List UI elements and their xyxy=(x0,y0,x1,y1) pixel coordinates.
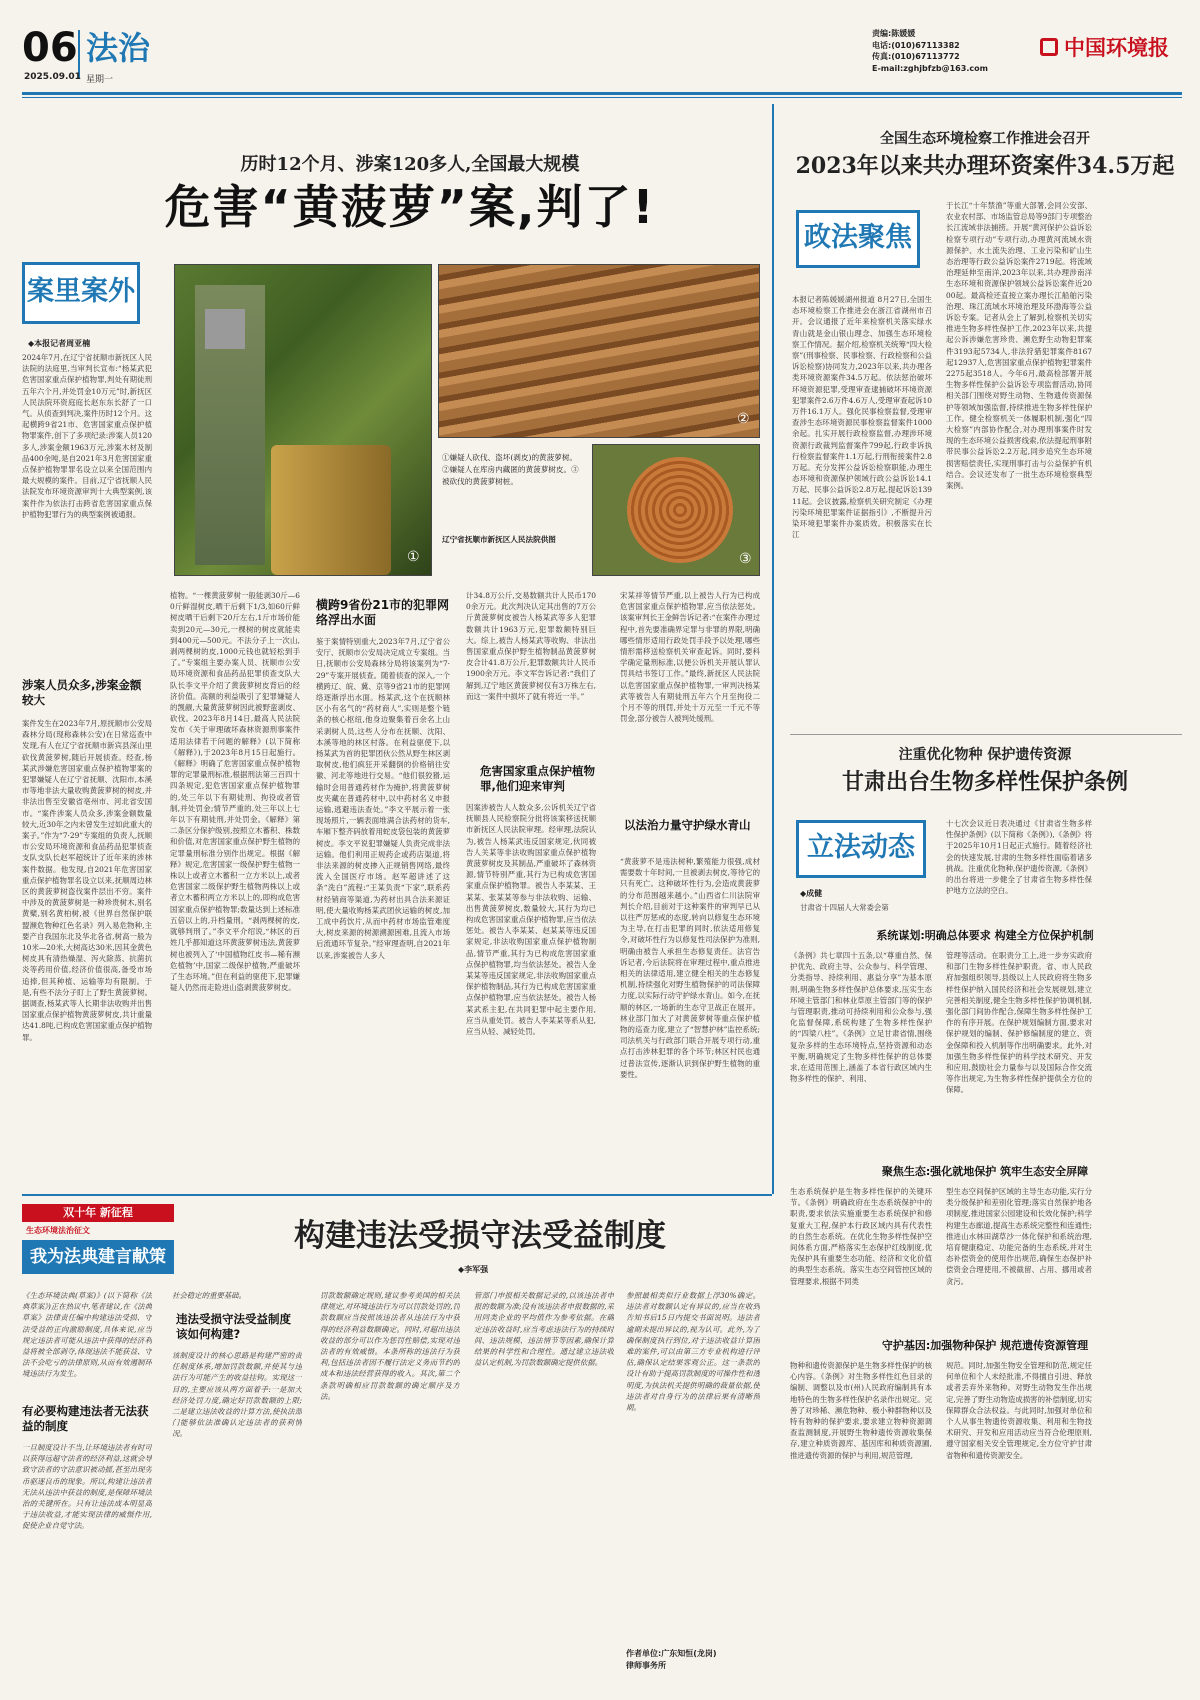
photo-num-1: ① xyxy=(407,549,420,565)
right2-intro: 十七次会议近日表决通过《甘肃省生物多样性保护条例》(以下简称《条例》),《条例》将于2025年10月1日起正式施行。随着经济社会的快速发展,甘肃的生物多样性面临着诸多挑战。注重优化物种,保护遗传资源,《条例》的出台将进一步健全了甘肃省生物多样性保护地方立法的空白。 xyxy=(946,819,1092,896)
right2-body-6: 规范。同时,加强生物安全管理和防范,规定任何单位和个人未经批准,不得擅自引进、释放或者丢弃外来物种。对野生动物发生作出规定,完善了野生动物造成损害的补偿制度,切实保障群众合法权益。与此同时,加强对单位和个人从事生物遗传资源收集、利用和生物技术研究、开发和应用活动应当符合伦理原则,遵守国家相关安全管理规定,全方位守护甘肃省物种和遗传资源安全。 xyxy=(946,1361,1092,1460)
essay-body-2: 一旦制度设计不当,让环境违法者有时可以获得远超守法者的经济利益,这就会导致守法者的守法意识被动摇,甚至出现劣币驱逐良币的现象。所以,构建让违法者无法从违法中获益的制度,是保障环境法治的关键所在。只有让违法成本明显高于违法收益,才能实现法律的威慑作用,促使企业自觉守法。 xyxy=(22,1443,152,1531)
banner-mid: 生态环境法治征文 xyxy=(26,1225,90,1235)
right2-body-2: 管理等活动。在职责分工上,进一步夯实政府和部门生物多样性保护职责。省、市人民政府加强组织领导,县级以上人民政府将生物多样性保护纳入国民经济和社会发展规划,建立完善相关制度,健全生物多样性保护协调机制,强化部门间协作配合,保障生物多样性保护工作的有序开展。在保护规划编制方面,要求对保护规划的编制、保护修编制度的建立、资金保障和投入机制等作出明确要求。此外,对加强生物多样性保护的科学技术研究、开发和应用,鼓励社会力量参与以及国际合作交流等作出规定,为生物多样性保护提供全方位的保障。 xyxy=(946,951,1092,1095)
column-badge-label: 案里案外 xyxy=(27,276,135,307)
right1-kicker: 全国生态环境检察工作推进会召开 xyxy=(880,131,1090,147)
logo-mark-icon xyxy=(1040,38,1058,56)
essay-body-4: 该制度设计的核心思路是构建严密的责任制度体系,增加罚款数额,并使其与违法行为可能产生的收益挂钩。实现这一目的,主要应该从两方面着手:一是加大经济处罚力度,确定好罚款数额的上限;二是建立违法收益的计算方法,使执法部门能够依法准确认定违法者的获利情况。 xyxy=(172,1351,302,1439)
main-body-3: 鉴于案情特别重大,2023年7月,辽宁省公安厅、抚顺市公安局决定成立专案组。当日,抚顺市公安局森林分局将该案列为“7·29”专案开展侦查。随着侦查的深入,一个横跨辽、皖、冀、京等9省21市的犯罪网络逐渐浮出水面。杨某武,这个在抚顺林区小有名气的“药材商人”,实则是整个链条的核心枢纽,他身边聚集着百余名上山采剥树人员,这些人分布在抚顺、沈阳、本溪等地的林区村落。在利益驱使下,以杨某武为首的犯罪团伙公然从野生林区剥取树皮,他们疯狂开采翻倒的价格销往安徽、河北等地进行交易。“他们很狡猾,运输时会用普通药材作为掩护,将黄菠萝树皮夹藏在普通药材中,以中药材名义申报运输,逃避违法查处。”李文平展示着一张现场照片,一辆表面堆满合法药材的货车,车厢下整齐码放着用蛇皮袋包装的黄菠萝树皮。李文平说犯罪嫌疑人负责完成非法运输。他们利用正规药企或药店渠道,将非法来源的树皮掺入正规销售网络,最终流入全国医疗市场。赵军超讲述了这条“洗白”流程:“王某负责“下家”,联系药材经销商等渠道,为药材出具合法来源证明,使大量收购杨某武团伙运输的树皮,加工成中药饮片,从而中药材市场监管难度大,树皮来源的树源溯源困难,且流入市场后流通环节复杂。”经审理查明,自2021年以来,涉案被告人多人 xyxy=(316,637,450,960)
photo-bark-storage xyxy=(438,264,760,438)
essay-body-3: 社会稳定的重要基础。 xyxy=(172,1291,246,1300)
column-badge-politics xyxy=(796,210,920,268)
fax: 传真:(010)67113772 xyxy=(872,52,960,61)
photo-credit: 辽宁省抚顺市新抚区人民法院供图 xyxy=(442,535,556,544)
photo-stump-rings xyxy=(627,457,733,563)
right2-body-5: 物种和遗传资源保护是生物多样性保护的核心内容。《条例》对生物多样性红色目录的编制、调整以及市(州)人民政府编制具有本地特色的生物多样性保护名录作出规定。完善了对珍稀、濒危物种、极小种群物种以及特有物种的保护要求,要求建立物种资源调查监测制度,开展野生物种遗传资源收集保存,建立种质资源库、基因库和种质资源圃,推进遗传资源的保护与利用,规范管理, xyxy=(790,1361,932,1460)
editor-info xyxy=(872,28,1032,74)
essay-author: ◆李军强 xyxy=(458,1265,489,1274)
main-subhead-2: 横跨9省份21市的犯罪网络浮出水面 xyxy=(316,598,450,627)
photo-blur-face xyxy=(205,309,245,349)
column-badge-legislation xyxy=(796,820,926,878)
right2-kicker: 注重优化物种 保护遗传资源 xyxy=(898,747,1072,763)
main-body-1: 案件发生在2023年7月,原抚顺市公安局森林分局(现称森林公安)在日常巡查中发现,有人在辽宁省抚顺市新宾县深山里砍伐黄菠萝树,随后开展侦查。经查,杨某武涉嫌危害国家重点保护植物罪案的犯罪嫌疑人在辽宁省抚顺、沈阳市,本溪市等地非法大量收购黄菠萝树的树皮,并非法出售至安徽省亳州市、河北省安国市。“案件涉案人员众多,涉案金额数量较大,近30年之内未曾发生过如此重大的案子。”作为“7·29”专案组的负责人,抚顺市公安局环境资源和食品药品犯罪侦查支队支队长赵军超统计了近年来的涉林案件数据。他发现,自2021年危害国家重点保护植物罪名设立以来,抚顺周边林区的黄菠萝树盗伐案件层出不穷。案件中涉及的黄菠萝树是一种珍贵树木,别名黄檗,别名黄柏树,被《世界自然保护联盟濒危物种红色名录》列入易危物种,主要产自我国东北及华北各省,树高一般为10米—20米,大树高达30米,因其金黄色树皮具有清热燥湿、泻火除蒸、抗菌抗炎等药用价值,经济价值很高,备受市场追捧,但其种植、运输等均有限制。于是,有些不法分子盯上了野生黄菠萝树。据调查,杨某武等人长期非法收购并出售国家重点保护植物黄菠萝树皮,共计重量达41.8吨,已构成危害国家重点保护植物罪。 xyxy=(22,719,152,1042)
main-body-5: 因案涉被告人人数众多,公诉机关辽宁省抚顺县人民检察院分批将该案移送抚顺市新抚区人民法院审理。经审理,法院认为,被告人杨某武违反国家规定,伙同被告人关某等非法收购国家重点保护植物黄菠萝树皮及其制品,严重破坏了森林资源,情节特别严重,其行为已构成危害国家重点保护植物罪。被告人李某某、王某某、张某某等参与非法收购、运输、出售黄菠萝树皮,数量较大,其行为均已构成危害国家重点保护植物罪,应当依法惩处。被告人李某某、赵某某等违反国家规定,非法收购国家重点保护植物制品,情节严重,其行为已构成危害国家重点保护植物罪,均当依法惩处。被告人金某某等违反国家规定,非法收购国家重点保护植物制品,其行为已构成危害国家重点保护植物罪,应当依法惩处。被告人杨某武系主犯,在共同犯罪中起主要作用,应当从重处罚。被告人李某某等系从犯,应当从轻、减轻处罚。 xyxy=(466,803,596,1037)
main-kicker: 历时12个月、涉案120多人,全国最大规模 xyxy=(240,154,580,175)
right1-body-2: 于长江“十年禁渔”等重大部署,会同公安部、农业农村部、市场监管总局等9部门专项整治长江流域非法捕捞。开展“黄河保护公益诉讼检察专项行动”专项行动,办理黄河流域水资源保护、水土流失治理、工业污染和矿山生态治理等行政公益诉讼案件2719起。将流域治理延伸至南洋,2023年以来,共办理涉南洋生态环境和资源保护领域公益诉讼案件近2000起。最高检还直接立案办理长江船舶污染治理、珠江流域水环境治理及环渤海等公益诉讼专案。记者从会上了解到,检察机关切实推进生物多样性保护工作,2023年以来,共提起公诉涉嫌危害珍贵、濒危野生动物犯罪案件3193起5734人,非法狩猎犯罪案件8167起12937人,危害国家重点保护植物犯罪案件2275起3518人。今年6月,最高检部署开展生物多样性保护公益诉讼专项监督活动,协同相关部门围绕对野生动物、生物遗传资源保护等领域加强监督,持续推进生物多样性保护工作。健全检察机关一体履职机制,强化“四大检察”内部协作配合,对办理刑事案件时发现的生态环境公益损害线索,依法提起刑事附带民事公益诉讼2.2万起,同步追究生态环境损害赔偿责任,实现刑事打击与公益保护有机结合。会议还发布了一批生态环境检察典型案例。 xyxy=(946,201,1092,491)
essay-headline: 构建违法受损守法受益制度 xyxy=(294,1218,666,1254)
column-badge-case xyxy=(22,262,140,324)
section-name: 法治 xyxy=(86,29,151,67)
main-subhead-3: 危害国家重点保护植物罪,他们迎来审判 xyxy=(480,764,595,793)
right2-author: ◆成健 xyxy=(800,889,823,898)
banner-top xyxy=(22,1204,174,1222)
essay-signature xyxy=(626,1648,766,1672)
header-rule-thin xyxy=(22,97,1182,98)
photo-trunk xyxy=(271,445,391,575)
essay-body-6: 管部门申报相关数据记录的,以该违法者申报的数额为准;没有该违法者申报数据的,采用同类企业的平均值作为参考依据。在确定违法收益时,应当考虑违法行为的持续时间、违法规模、违法情节等因素,确保计算结果的科学性和合理性。通过建立违法收益认定机制,为罚款数额确定提供依据。 xyxy=(474,1291,614,1368)
right2-subhead-1: 系统谋划:明确总体要求 构建全方位保护机制 xyxy=(876,929,1094,942)
bottom-rule xyxy=(22,1194,772,1196)
photo-tree-stump xyxy=(592,444,760,576)
photo-stripped-tree xyxy=(174,264,432,576)
main-body-2: 植物。“一棵黄菠萝树一般能剥30斤—60斤鲜湿树皮,晒干后剩下1/3,如60斤鲜树皮晒干后剩下20斤左右,1斤市场价能卖到20元—30元,一棵树的树皮就能卖到400元—500元。不法分子上一次山,剥两棵树的皮,1000元钱也就轻松到手了。”专案组主要办案人员、抚顺市公安局环境资源和食品药品犯罪侦查支队大队长李文平介绍了黄菠萝树皮背后的经济价值。高额的利益吸引了犯罪嫌疑人的觊觎,大量黄菠萝树因此被野蛮剥皮、砍伐。2023年8月14日,最高人民法院发布《关于审理破坏森林资源刑事案件适用法律若干问题的解释》(以下简称《解释》),于2023年8月15日起施行。《解释》明确了危害国家重点保护植物罪的定罪量刑标准,根据刑法第三百四十四条规定,犯危害国家重点保护植物罪的,处三年以下有期徒刑、拘役或者管制,并处罚金;情节严重的,处三年以上七年以下有期徒刑,并处罚金。《解释》第二条区分保护级别,按照立木蓄积、株数和价值,对危害国家重点保护野生植物的定罪量刑标准分别作出规定。根据《解释》规定,危害国家一级保护野生植物一株以上或者立木蓄积一立方米以上,或者危害国家二级保护野生植物两株以上或者立木蓄积两立方米以上的,即构成危害国家重点保护植物罪;数量达到上述标准五倍以上的,升档量刑。“剥两棵树的皮,就够判刑了。”李文平介绍说,“林区的百姓几乎都知道这环黄菠萝树违法,黄菠萝树也被列入了‘中国植物红皮书—稀有濒危植物’中,国家二级保护植物,严重破坏了生态环境。”但在利益的驱使下,犯罪嫌疑人仍然而走险进山盗剥黄菠萝树皮。 xyxy=(170,591,300,993)
right1-body-1: 本报记者陈媛媛湖州报道 8月27日,全国生态环境检察工作推进会在浙江省湖州市召开。会议通报了近年来检察机关落实绿水青山就是金山银山理念、加强生态环境检察工作情况。据介绍,检察机关统筹“四大检察”(刑事检察、民事检察、行政检察和公益诉讼检察)协同发力,2023年以来,共办理各类环境资源案件34.5万起。依法惩治破坏环境资源犯罪,受理审查逮捕破坏环境资源犯罪案件2.6万件4.6万人,受理审查起诉10万件16.1万人。强化民事检察监督,受理审查涉生态环境资源民事检察监督案件1000余起。扎实开展行政检察监督,办理涉环境资源行政裁判监督案件799起,行政非诉执行检察监督案件1.1万起,行刑衔接案件2.8万起。充分发挥公益诉讼检察职能,办理生态环境和资源保护领域行政公益诉讼14.1万起、民事公益诉讼2.8万起,提起诉讼13911起。会议披露,检察机关研究制定《办理污染环境犯罪案件证据指引》,不断提升污染环境犯罪案件办案质效。积极落实在长江 xyxy=(792,295,932,540)
email: E-mail:zghjbfzb@163.com xyxy=(872,63,988,73)
editor: 责编:陈媛媛 xyxy=(872,29,916,38)
header-rule xyxy=(22,92,1182,95)
essay-subhead-1: 有必要构建违法者无法获益的制度 xyxy=(22,1404,149,1433)
right2-subhead-3: 守护基因:加强物种保护 规范遗传资源管理 xyxy=(881,1339,1089,1352)
page-number: 06 xyxy=(22,25,78,71)
main-subhead-1: 涉案人员众多,涉案金额较大 xyxy=(22,678,142,707)
signature-org: 律师事务所 xyxy=(626,1661,666,1670)
essay-body-1: 《生态环境法典(草案)》(以下简称《法典草案》)正在热议中,笔者建议,在《法典草案》法律责任编中构建违法受损、守法受益的正向激励制度,具体来说,应当规定违法者可能从违法中获得的经济利益将被全部剥夺,体现违法不能获益、守法不会吃亏的法律原则,从而有效遏制环境违法行为发生。 xyxy=(22,1291,152,1379)
column-badge-label: 政法聚焦 xyxy=(804,222,912,253)
issue-date: 2025.09.01 xyxy=(24,72,81,82)
main-body-4: 计34.8万公斤,交易数额共计人民币1700余万元。此次判决认定其出售的7万公斤黄菠萝树皮被告人杨某武等多人犯罪数额共计1963万元,犯罪数额特别巨大。综上,被告人杨某武等收购、非法出售国家重点保护野生植物制品黄菠萝树皮合计41.8万公斤,犯罪数额共计人民币1900余万元。李文军告诉记者:“我们了解到,辽宁地区黄菠萝树仅有3万株左右,而这一案件中损坏了就有将近一半。” xyxy=(466,591,596,701)
main-headline: 危害“黄菠萝”案,判了! xyxy=(164,180,656,234)
right2-body-4: 型生态空间保护区域的主导生态功能,实行分类分级保护和差别化管理;落实自然保护地各项制度,推进国家公园建设和长效化保护;科学构建生态廊道,提高生态系统完整性和连通性;推进山水林田湖草沙一体化保护和系统治理,培育健康稳定、功能完备的生态系统,并对生态补偿资金的使用作出规范,确保生态保护补偿资金合理使用,不被截留、占用、挪用或者贪污。 xyxy=(946,1187,1092,1286)
right2-headline: 甘肃出台生物多样性保护条例 xyxy=(841,769,1128,795)
weekday: 星期一 xyxy=(86,75,114,85)
essay-subhead-2: 违法受损守法受益制度该如何构建? xyxy=(176,1312,291,1341)
right2-body-3: 生态系统保护是生物多样性保护的关键环节。《条例》明确政府在生态系统保护中的职责,要求依法实施重要生态系统保护和修复重大工程,保护本行政区域内具有代表性的自然生态系统。在优化生物多样性保护空间体系方面,严格落实生态保护红线制度,优先保护具有重要生态功能、经济和文化价值的典型生态系统。落实生态空间管控区域的管理要求,根据不同类 xyxy=(790,1187,932,1286)
photo-num-3: ③ xyxy=(739,551,752,567)
right1-headline: 2023年以来共办理环资案件34.5万起 xyxy=(795,153,1175,179)
main-lead: 2024年7月,在辽宁省抚顺市新抚区人民法院的法庭里,当审判长宣布:“杨某武犯危害国家重点保护植物罪,判处有期徒刑五年六个月,并处罚金10万元”时,新抚区人民法院环资庭庭长赵东东长舒了一口气。从侦查到判决,案件历时12个月。这起横跨9省21市、危害国家重点保护植物罪案件,创下了多项纪录:涉案人员120多人,涉案金额1963万元,涉案木材及制品400余吨,是自2021年3月危害国家重点保护植物罪罪名设立以来全国范围内最大规模的案件。目前,辽宁省抚顺人民法院发布环境资源审判十大典型案例,该案件作为依法打击跨省危害国家重点保护植物犯罪行为的典型案例被通报。 xyxy=(22,353,152,519)
essay-body-7: 参照最相类似行业数据上浮30%确定。违法者对数额认定有异议的,应当在收到告知书后15日内提交书面说明。违法者逾期未提出异议的,视为认可。此外,为了确保制度执行到位,对于违法收益计算困难的案件,可以由第三方专业机构进行评估,确保认定结果客观公正。这一条款的设计有助于提高罚款制度的可操作性和透明度,为执法机关提供明确的裁量依据,使违法者对自身行为的法律后果有清晰预期。 xyxy=(626,1291,760,1413)
banner-top-text: 双十年 新征程 xyxy=(63,1206,133,1219)
main-body-7: “黄菠萝不是违法树种,繁殖能力很强,成材需要数十年时间,一旦被剥去树皮,等待它的只有死亡。这种破坏性行为,会造成黄菠萝的分布范围越来越小。”山西省仁川法院审判长介绍,目前对于这种案件的审判早已从以往严厉惩戒的态度,转向以修复生态环境为主导,在打击犯罪的同时,依法适用修复令,对破坏性行为以修复性司法保护为准则,明确由被告人承担生态修复责任。法官告诉记者,今后法院将在审理过程中,重点推进相关的法律适用,建立健全相关的生态修复机制,持续强化对野生植物保护的司法保障力度,以实际行动守护绿水青山。如今,在抚顺的林区,一场新的生态守卫战正在展开。林业部门加大了对黄菠萝树等重点保护植物的巡查力度,建立了“智慧护林”监控系统;司法机关与行政部门联合开展专项行动,重点打击涉林犯罪的各个环节;林区村民也通过普法宣传,逐渐认识到保护野生植物的重要性。 xyxy=(620,857,760,1079)
banner-main xyxy=(22,1240,174,1274)
masthead-text: 中国环境报 xyxy=(1064,35,1169,60)
right2-dateline: 甘肃省十四届人大常委会第 xyxy=(800,903,889,912)
essay-banner xyxy=(22,1204,174,1278)
phone: 电话:(010)67113382 xyxy=(872,40,960,50)
main-author: ◆本报记者周亚楠 xyxy=(28,339,91,348)
right2-subhead-2: 聚焦生态:强化就地保护 筑牢生态安全屏障 xyxy=(881,1165,1089,1178)
column-badge-label: 立法动态 xyxy=(807,832,915,863)
essay-body-5: 罚款数额确定规则,建议参考美国的相关法律规定,对环境违法行为可以罚款处罚的,罚款数额应当按照该违法者从违法行为中获得的经济利益数额确定。同时,对超出违法收益的部分可以作为惩罚性赔偿,实现对违法者的有效威慑。本条所称的违法行为获利,包括违法者因不履行法定义务而节约的成本和违法经营获得的收入。其次,第二个条款明确相应罚款数额的确定顺序及方法。 xyxy=(320,1291,460,1401)
main-subhead-4: 以法治力量守护绿水青山 xyxy=(624,818,751,832)
main-body-6: 宋某祥等情节严重,以上被告人行为已构成危害国家重点保护植物罪,应当依法惩处。该案审判长王金鲜告诉记者:“在案件办理过程中,首先要准确界定罪与非罪的界限,明确哪些情形适用行政处罚手段予以处理,哪些情形需移送检察机关审查起诉。同时,要科学确定量刑标准,以便公诉机关开展认罪认罚具结书签订工作。”最终,新抚区人民法院以危害国家重点保护植物罪,一审判决杨某武等被告人有期徒刑五年六个月至拘役二个月不等的刑罚,并处十万元至一千元不等罚金,部分被告人被判处缓刑。 xyxy=(620,591,760,724)
right-divider xyxy=(772,104,774,1194)
header-divider xyxy=(78,30,80,78)
right-section-rule xyxy=(790,734,1182,735)
signature-title: 作者单位:广东知恒(龙岗) xyxy=(626,1649,717,1658)
right2-body-1: 《条例》共七章四十五条,以“尊重自然、保护优先、政府主导、公众参与、科学管理、分类指导、持续利用、惠益分享”为基本原则,明确生物多样性保护总体要求,压实生态环境主管部门和林业草原主管部门等的保护与管理职责,推动可持续利用和公众参与,强化监督保障,系统构建了生物多样性保护的“四梁八柱”。《条例》立足甘肃省情,围绕复杂多样的生态环境特点,坚持资源和动态平衡,明确规定了生物多样性保护的总体要求,在适用范围上,涵盖了本省行政区域内生物多样性的保护、利用、 xyxy=(790,951,932,1084)
page-header xyxy=(22,24,1182,90)
photo-caption: ①嫌疑人砍伐、盗坏(剥皮)的黄菠萝树。②嫌疑人在库房内藏匿的黄菠萝树皮。③被砍伐的黄菠萝树桩。 xyxy=(442,453,579,486)
banner-main-text: 我为法典建言献策 xyxy=(30,1247,166,1267)
photo-num-2: ② xyxy=(737,411,750,427)
masthead-logo xyxy=(1040,34,1182,70)
